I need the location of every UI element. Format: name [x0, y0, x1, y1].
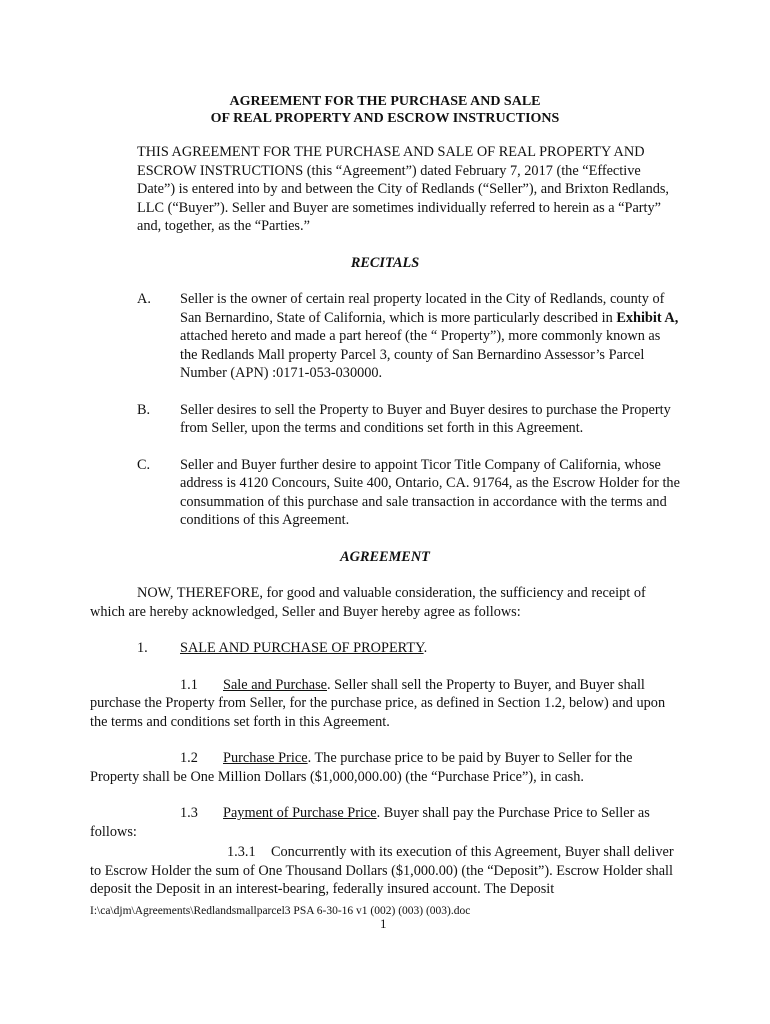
recital-text: Seller is the owner of certain real property located in the City of Redlands, county of San Bernardino, State of California, which is more particularly described in Exhibit A, attached hereto and made a part hereof (the “ Property”), more commonly known as the Redlands Mall property Parcel 3, county of San Bernardino Assessor’s Parcel Number (APN) :0171-053-030000. [180, 291, 679, 381]
subsection-title: Sale and Purchase [223, 676, 328, 693]
subsection-1-3-1: 1.3.1 Concurrently with its execution of this Agreement, Buyer shall deliver to Escrow Holder the sum of One Thousand Dollars ($1,000.00) (the “Deposit”). Escrow Holder shall deposit the Deposit in an interest-bearing, federally insured account. The Deposit [90, 844, 674, 897]
recital-a [90, 290, 680, 383]
recital-letter: B. [137, 401, 151, 418]
subsection-number: 1.2 [180, 750, 198, 766]
footer-file-path: I:\ca\djm\Agreements\Redlandsmallparcel3 PSA 6-30-16 v1 (002) (003) (003).doc [90, 905, 471, 917]
recital-b [90, 401, 680, 438]
subsection-number: 1.1 [180, 676, 198, 693]
page-number: 1 [380, 916, 387, 931]
subsection-title: Purchase Price [223, 750, 308, 766]
document-body [90, 93, 680, 899]
subsection-number: 1.3 [180, 805, 198, 821]
section-1-heading: 1. SALE AND PURCHASE OF PROPERTY. [90, 639, 680, 658]
document-title-line-2: OF REAL PROPERTY AND ESCROW INSTRUCTIONS [210, 111, 560, 126]
recital-text: Seller desires to sell the Property to Buyer and Buyer desires to purchase the Property from Seller, upon the terms and conditions set forth in this Agreement. [180, 401, 671, 436]
recital-letter: C. [137, 456, 151, 473]
recital-c [90, 456, 680, 530]
recitals-heading: RECITALS [350, 254, 420, 271]
exhibit-a-reference: Exhibit A, [616, 309, 679, 326]
recital-text: Seller and Buyer further desire to appoint Ticor Title Company of California, whose address is 4120 Concours, Suite 400, Ontario, CA. 91764, as the Escrow Holder for the consummation of this purchase and sale transaction in accordance with the terms and conditions of this Agreement. [180, 456, 680, 528]
subsection-1-1: 1.1 Sale and Purchase. Seller shall sell the Property to Buyer, and Buyer shall purchase the Property from Seller, for the purchase price, as defined in Section 1.2, below) and upon the terms and conditions set forth in this Agreement. [90, 676, 666, 730]
now-therefore-paragraph: NOW, THEREFORE, for good and valuable consideration, the sufficiency and receipt of which are hereby acknowledged, Seller and Buyer hereby agree as follows: [90, 585, 646, 620]
recital-letter: A. [137, 291, 151, 307]
section-number: 1. [137, 640, 148, 656]
subsection-title: Payment of Purchase Price [223, 805, 377, 821]
subsection-1-2: 1.2 Purchase Price. The purchase price to be paid by Buyer to Seller for the Property shall be One Million Dollars ($1,000,000.00) (the “Purchase Price”), in cash. [90, 750, 633, 785]
section-title: SALE AND PURCHASE OF PROPERTY [180, 640, 424, 656]
subsection-number: 1.3.1 [227, 844, 256, 860]
agreement-heading: AGREEMENT [340, 548, 430, 565]
subsection-1-3: 1.3 Payment of Purchase Price. Buyer shall pay the Purchase Price to Seller as follows: [90, 805, 650, 840]
document-title-line-1: AGREEMENT FOR THE PURCHASE AND SALE [229, 94, 541, 109]
intro-paragraph: THIS AGREEMENT FOR THE PURCHASE AND SALE OF REAL PROPERTY AND ESCROW INSTRUCTIONS (this “Agreement”) dated February 7, 2017 (the “Effective Date”) is entered into by and between the City of Redlands (“Seller”), and Brixton Redlands, LLC (“Buyer”). Seller and Buyer are sometimes individually referred to herein as a “Party” and, together, as the “Parties.” [137, 144, 670, 234]
